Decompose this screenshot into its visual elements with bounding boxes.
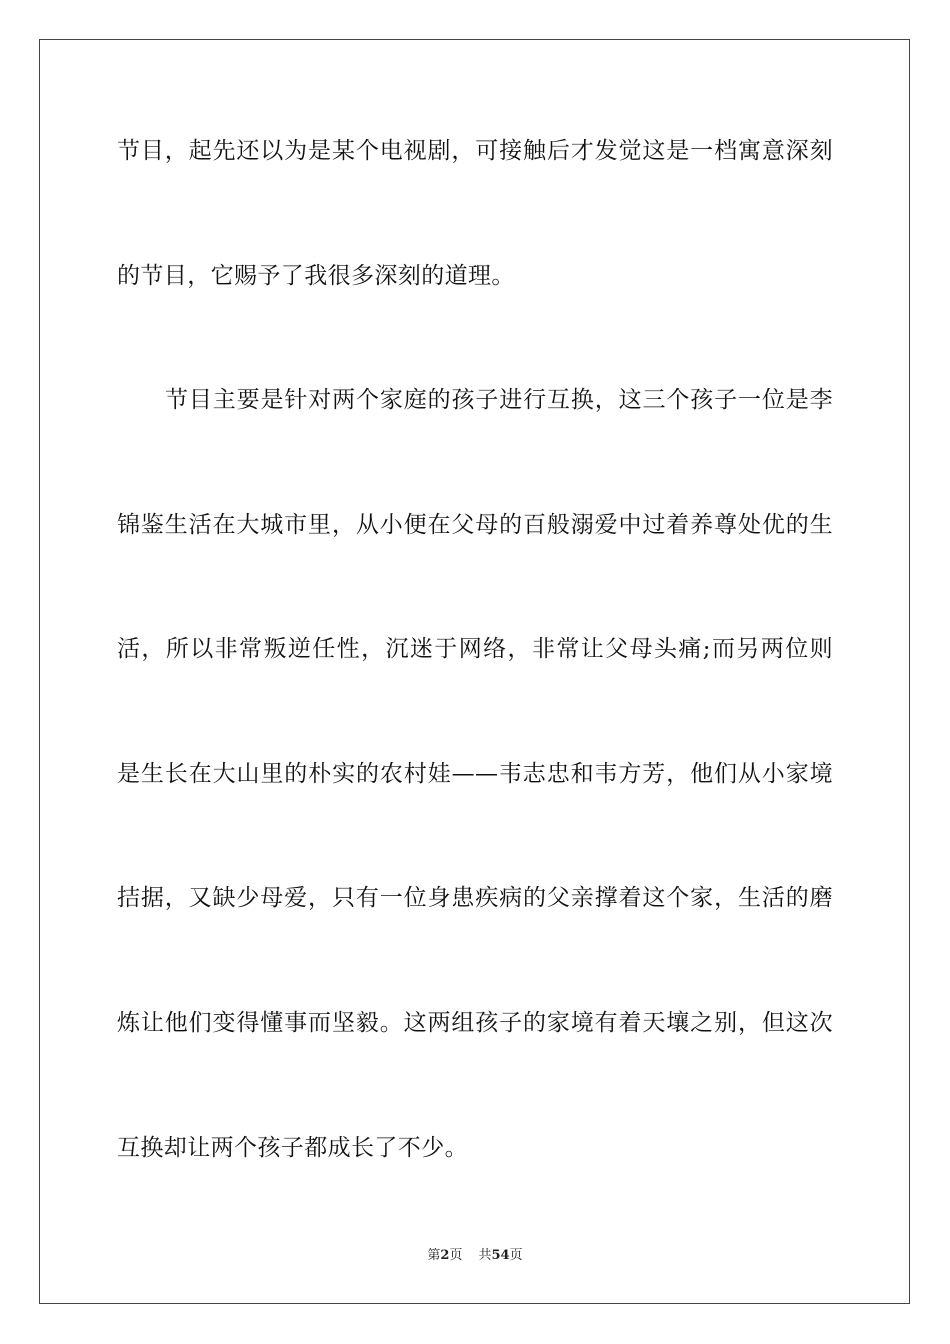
body-line: 锦鉴生活在大城市里，从小便在父母的百般溺爱中过着养尊处优的生 — [117, 512, 833, 538]
body-line: 拮据，又缺少母爱，只有一位身患疾病的父亲撑着这个家，生活的磨 — [117, 885, 833, 911]
body-line: 节目，起先还以为是某个电视剧，可接触后才发觉这是一档寓意深刻 — [117, 138, 833, 164]
page-footer — [0, 1247, 950, 1265]
body-line: 活，所以非常叛逆任性，沉迷于网络，非常让父母头痛;而另两位则 — [117, 636, 833, 662]
paragraph-first-line: 节目主要是针对两个家庭的孩子进行互换，这三个孩子一位是李 — [165, 387, 833, 413]
total-prefix: 共 — [478, 1248, 492, 1263]
body-line: 是生长在大山里的朴实的农村娃——韦志忠和韦方芳，他们从小家境 — [117, 761, 833, 787]
total-suffix: 页 — [509, 1248, 523, 1263]
page-number: 2 — [440, 1248, 450, 1263]
total-pages: 54 — [491, 1248, 510, 1263]
page-frame — [39, 39, 910, 1304]
body-line: 互换却让两个孩子都成长了不少。 — [117, 1135, 468, 1161]
body-line: 炼让他们变得懂事而坚毅。这两组孩子的家境有着天壤之别，但这次 — [117, 1010, 833, 1036]
body-line: 的节目，它赐予了我很多深刻的道理。 — [117, 263, 515, 289]
page-suffix: 页 — [449, 1248, 463, 1263]
page-prefix: 第 — [427, 1248, 441, 1263]
